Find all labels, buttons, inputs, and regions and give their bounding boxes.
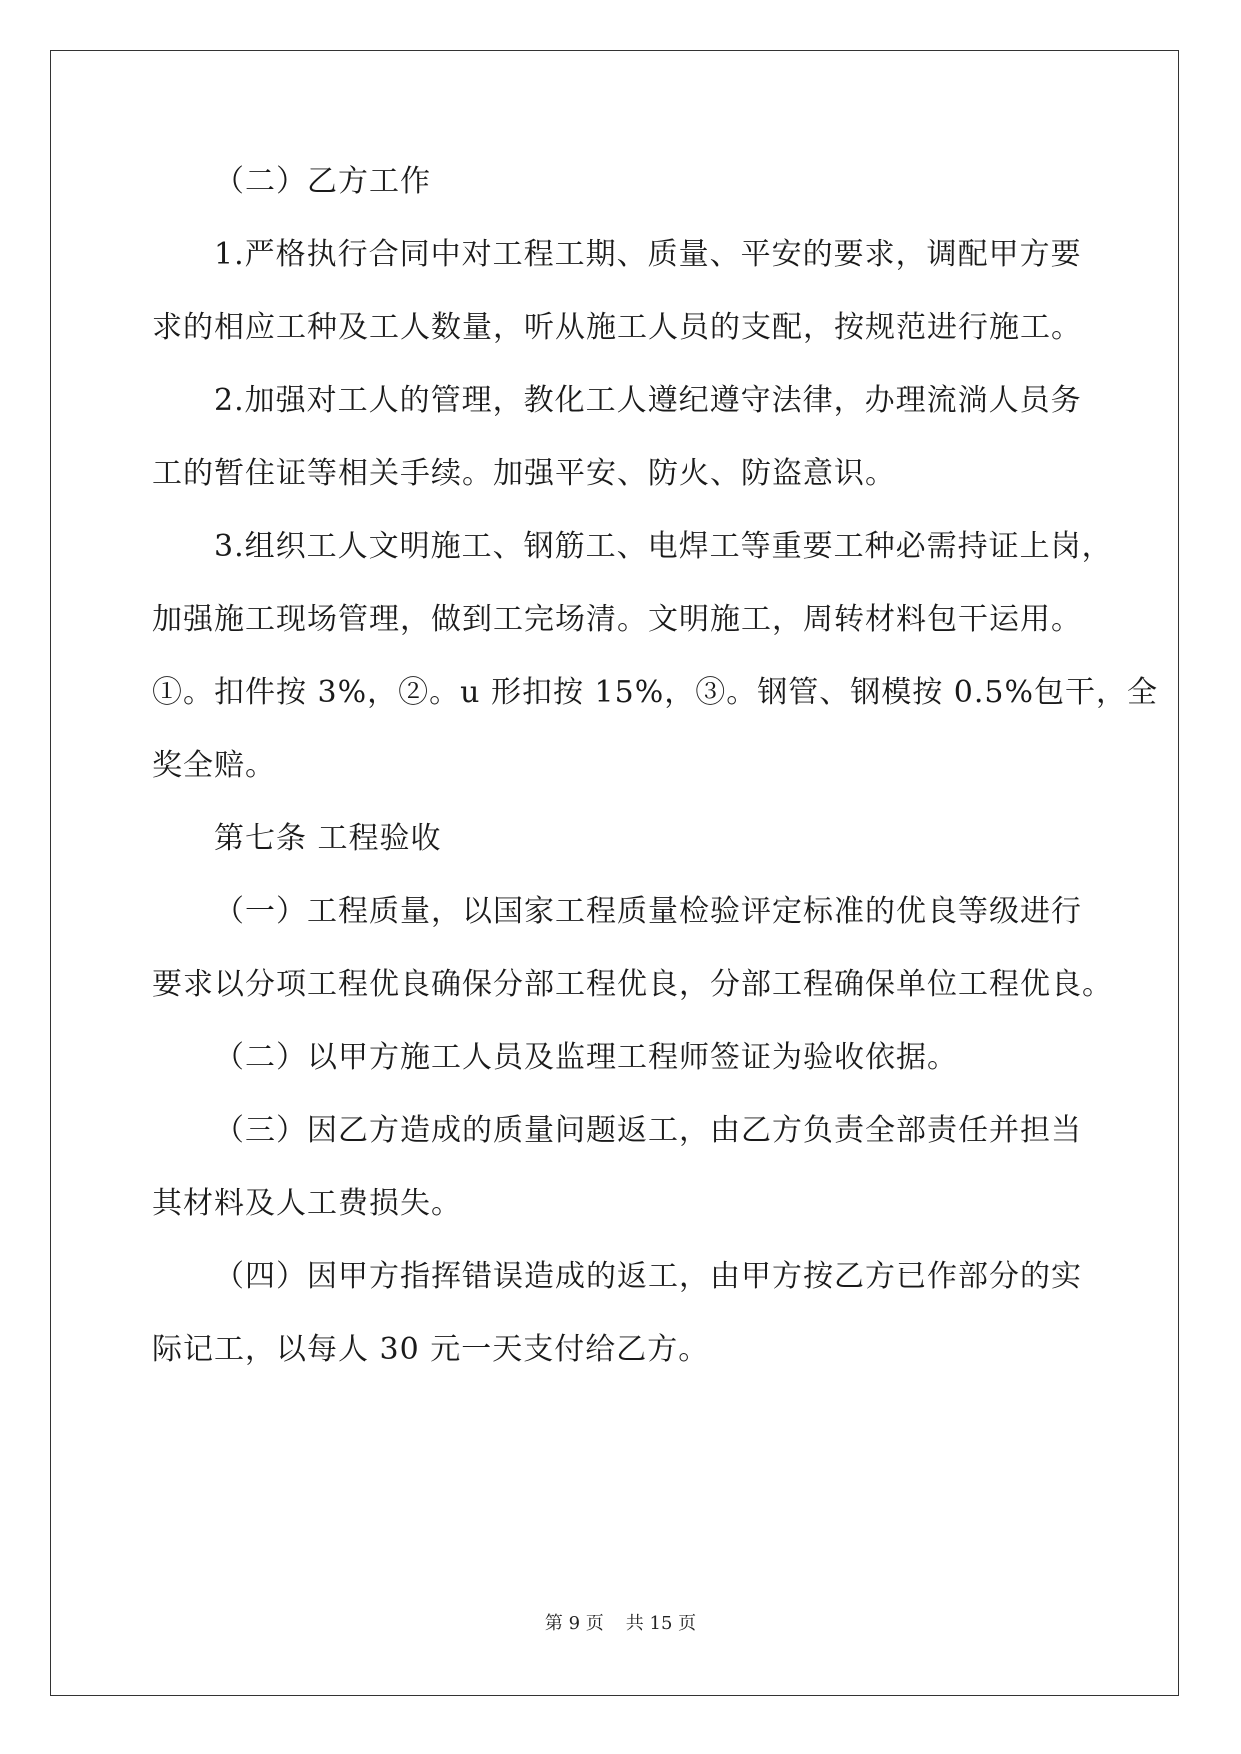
page-total: 共 15 页 — [625, 1613, 697, 1634]
paragraph-line: （一）工程质量，以国家工程质量检验评定标准的优良等级进行 — [214, 894, 1082, 929]
paragraph-line: 际记工，以每人 30 元一天支付给乙方。 — [152, 1332, 710, 1367]
paragraph-line: ①。扣件按 3%，②。u 形扣按 15%，③。钢管、钢模按 0.5%包干，全 — [152, 675, 1158, 710]
paragraph-line: 其材料及人工费损失。 — [152, 1186, 462, 1221]
paragraph-line: 工的暂住证等相关手续。加强平安、防火、防盗意识。 — [152, 456, 896, 491]
paragraph-line: 加强施工现场管理，做到工完场清。文明施工，周转材料包干运用。 — [152, 602, 1082, 637]
paragraph-line: 求的相应工种及工人数量，听从施工人员的支配，按规范进行施工。 — [152, 310, 1082, 345]
paragraph-line: 1.严格执行合同中对工程工期、质量、平安的要求，调配甲方要 — [214, 237, 1082, 272]
page-footer — [0, 1612, 1241, 1636]
article-heading: 第七条 工程验收 — [214, 821, 442, 856]
section-heading: （二）乙方工作 — [214, 164, 431, 199]
page-number: 第 9 页 — [544, 1613, 604, 1634]
paragraph-line: 3.组织工人文明施工、钢筋工、电焊工等重要工种必需持证上岗， — [214, 529, 1113, 564]
paragraph-line: （二）以甲方施工人员及监理工程师签证为验收依据。 — [214, 1040, 958, 1075]
page-border — [50, 50, 1179, 1696]
paragraph-line: 奖全赔。 — [152, 748, 276, 783]
paragraph-line: （三）因乙方造成的质量问题返工，由乙方负责全部责任并担当 — [214, 1113, 1082, 1148]
paragraph-line: 2.加强对工人的管理，教化工人遵纪遵守法律，办理流淌人员务 — [214, 383, 1082, 418]
paragraph-line: 要求以分项工程优良确保分部工程优良，分部工程确保单位工程优良。 — [152, 967, 1113, 1002]
paragraph-line: （四）因甲方指挥错误造成的返工，由甲方按乙方已作部分的实 — [214, 1259, 1082, 1294]
